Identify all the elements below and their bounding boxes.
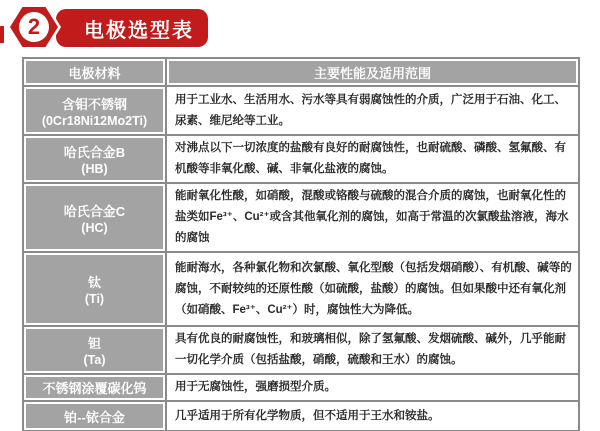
- column-header-material: 电极材料: [23, 58, 166, 86]
- page-header: [0, 0, 600, 57]
- material-name: 不锈钢涂覆碳化钨: [42, 381, 147, 396]
- performance-cell: 用于工业水、生活用水、污水等具有弱腐蚀性的介质，广泛用于石油、化工、尿素、维尼纶等工业。: [166, 86, 579, 135]
- section-title-banner: [56, 9, 208, 47]
- table-row: [23, 86, 579, 135]
- performance-cell: 对沸点以下一切浓度的盐酸有良好的耐腐蚀性，也耐硫酸、磷酸、氢氟酸、有机酸等非氧化酸、碱、非氧化盐液的腐蚀。: [166, 135, 579, 183]
- performance-cell: 用于无腐蚀性，强磨损型介质。: [166, 374, 579, 401]
- material-cell: [23, 401, 166, 431]
- table-row: [23, 374, 579, 401]
- material-cell: [23, 86, 166, 135]
- material-name: 哈氏合金B: [63, 145, 126, 160]
- material-name: 铂--铱合金: [64, 409, 125, 425]
- material-cell: [23, 135, 166, 183]
- material-name: 钛: [87, 275, 101, 290]
- material-code: (Ti): [84, 292, 105, 306]
- badge-number-circle: [19, 12, 49, 42]
- electrode-table-container: [0, 57, 600, 431]
- table-row: [23, 401, 579, 431]
- material-code: (HB): [81, 162, 108, 176]
- section-number: 2: [27, 14, 41, 39]
- material-name: 哈氏合金C: [63, 203, 126, 219]
- material-cell: [23, 326, 166, 374]
- table-row: [23, 183, 579, 252]
- material-code: (Ta): [83, 353, 106, 367]
- performance-cell: 能耐海水，各种氯化物和次氯酸、氧化型酸（包括发烟硝酸）、有机酸、碱等的腐蚀，不耐较纯的还原性酸（如硫酸，盐酸）的腐蚀。但如果酸中还有氧化剂（如硝酸、Fe³⁺、Cu²⁺）时，腐蚀性大为降低。: [166, 252, 579, 326]
- performance-cell: 几乎适用于所有化学物质，但不适用于王水和铵盐。: [166, 401, 579, 431]
- table-row: [23, 252, 579, 326]
- performance-cell: 具有优良的耐腐蚀性，和玻璃相似，除了氢氟酸、发烟硫酸、碱外，几乎能耐一切化学介质（包括盐酸，硝酸，硫酸和王水）的腐蚀。: [166, 326, 579, 374]
- column-header-performance: 主要性能及适用范围: [166, 58, 579, 86]
- material-name: 含钼不锈钢: [61, 96, 127, 112]
- material-cell: [23, 252, 166, 326]
- left-edge-decoration: [0, 26, 4, 43]
- table-row: [23, 135, 579, 183]
- material-code: (HC): [81, 220, 108, 235]
- electrode-selection-table: [22, 57, 580, 431]
- material-code: (0Cr18Ni12Mo2Ti): [41, 113, 148, 128]
- header-row: [23, 58, 579, 86]
- table-row: [23, 326, 579, 374]
- material-name: 钽: [87, 336, 101, 351]
- performance-cell: 能耐氧化性酸，如硝酸，混酸或铬酸与硫酸的混合介质的腐蚀，也耐氧化性的盐类如Fe³⁺、Cu²⁺或含其他氧化剂的腐蚀，如高于常温的次氯酸盐溶液，海水的腐蚀: [166, 183, 579, 252]
- material-cell: [23, 183, 166, 252]
- page-title: 电极选型表: [84, 19, 194, 42]
- material-cell: [23, 374, 166, 401]
